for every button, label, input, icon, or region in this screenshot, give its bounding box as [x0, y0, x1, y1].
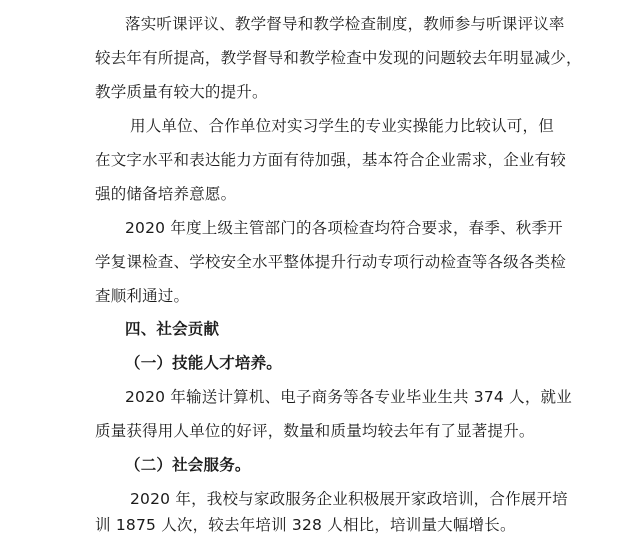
subsection-heading: （一）技能人才培养。 [125, 354, 283, 372]
paragraph-line: 强的储备培养意愿。 [95, 185, 237, 203]
paragraph-line: 较去年有所提高，教学督导和教学检查中发现的问题较去年明显减少， [95, 49, 582, 67]
paragraph-line: 2020 年输送计算机、电子商务等各专业毕业生共 374 人，就业 [125, 388, 572, 406]
paragraph-line: 用人单位、合作单位对实习学生的专业实操能力比较认可，但 [130, 117, 554, 135]
section-heading: 四、社会贡献 [125, 320, 220, 338]
paragraph-line: 在文字水平和表达能力方面有待加强，基本符合企业需求，企业有较 [95, 151, 567, 169]
paragraph-line: 学复课检查、学校安全水平整体提升行动专项行动检查等各级各类检 [95, 253, 567, 271]
paragraph-line: 教学质量有较大的提升。 [95, 83, 268, 101]
paragraph-line: 查顺利通过。 [95, 287, 190, 305]
paragraph-line: 2020 年，我校与家政服务企业积极展开家政培训，合作展开培 [130, 490, 568, 508]
paragraph-line: 质量获得用人单位的好评，数量和质量均较去年有了显著提升。 [95, 422, 535, 440]
paragraph-line: 2020 年度上级主管部门的各项检查均符合要求，春季、秋季开 [125, 219, 563, 237]
subsection-heading: （二）社会服务。 [125, 456, 251, 474]
paragraph-line: 落实听课评议、教学督导和教学检查制度，教师参与听课评议率 [125, 15, 565, 33]
paragraph-line: 训 1875 人次，较去年培训 328 人相比，培训量大幅增长。 [95, 516, 516, 534]
